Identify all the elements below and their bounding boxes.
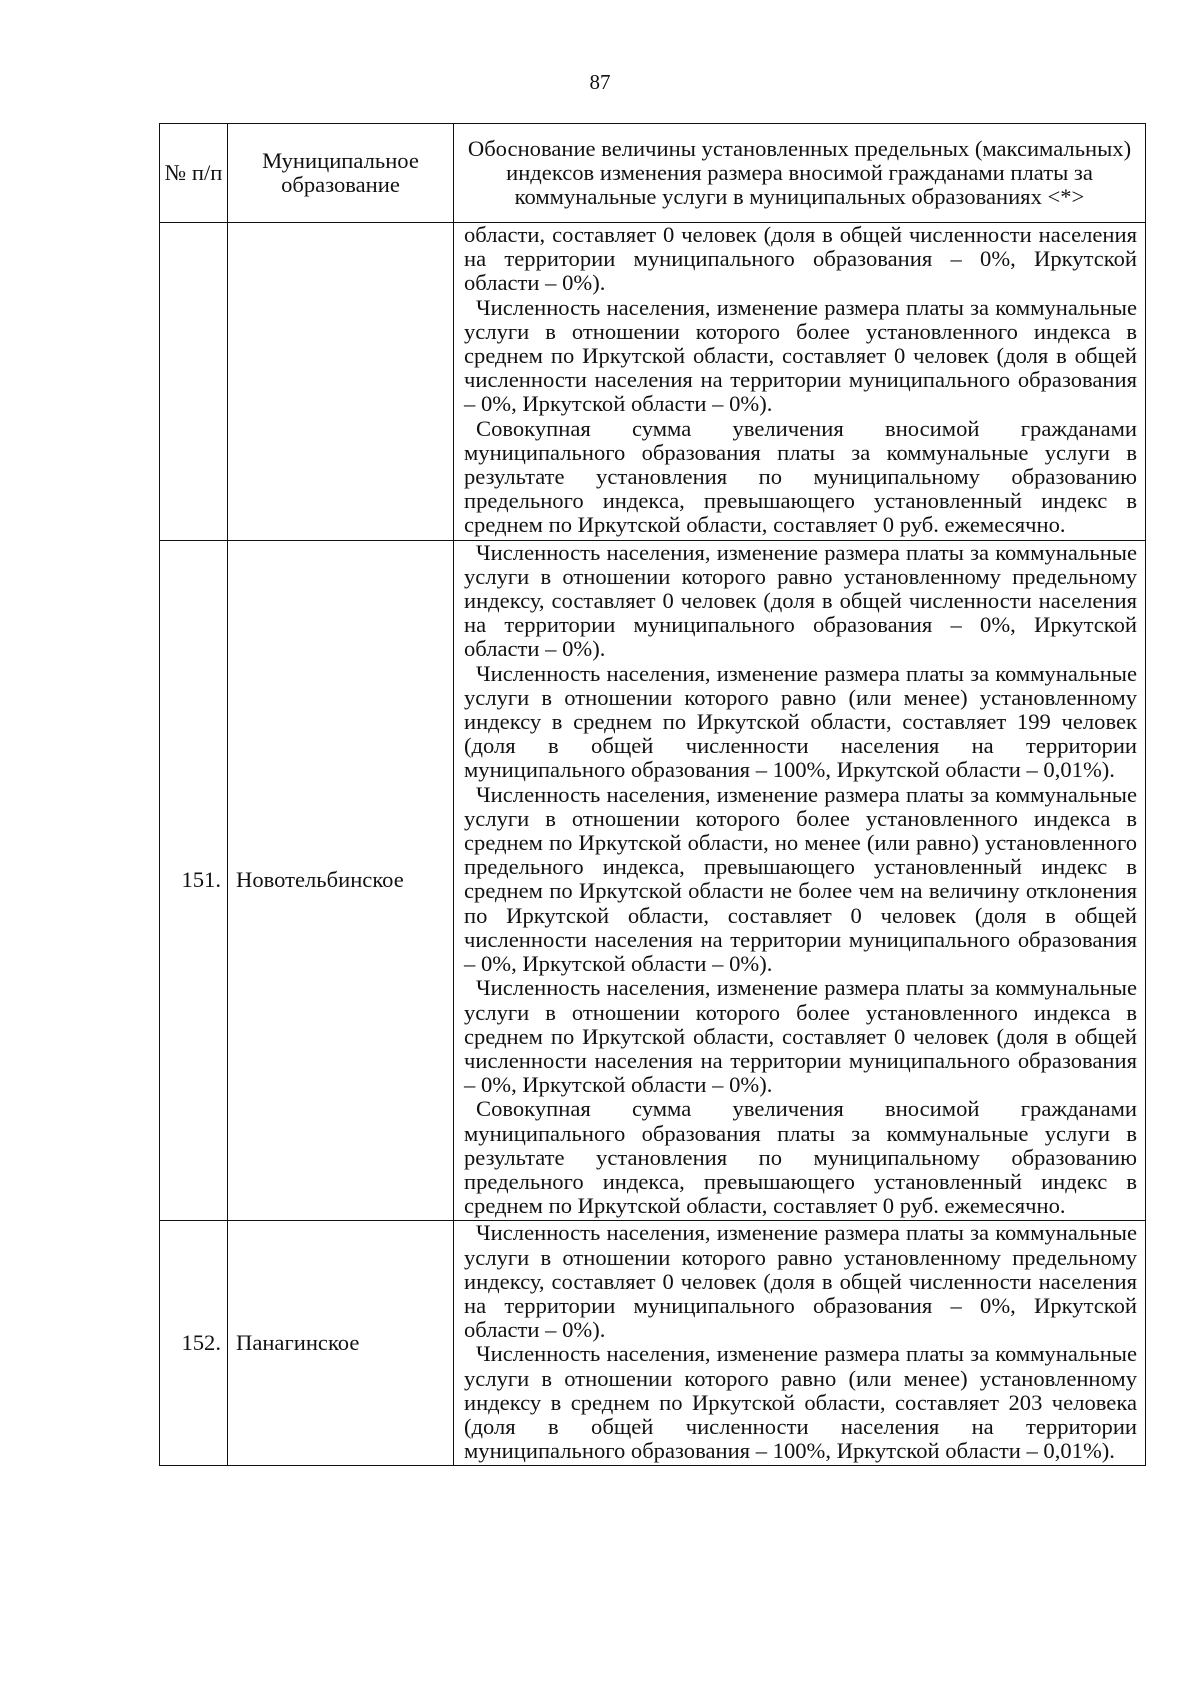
row-justification <box>454 1221 1146 1466</box>
row-justification <box>454 223 1146 541</box>
justification-paragraph: Совокупная сумма увеличения вносимой гражданами муниципального образования платы за коммунальные услуги в результате установления по муниципальному образованию предельного индекса, превышающего установленный индекс в среднем по Иркутской области, составляет 0 руб. ежемесячно. <box>464 1096 1137 1219</box>
page-number: 87 <box>589 70 611 94</box>
table-row <box>160 540 1146 1221</box>
row-municipality <box>228 223 454 541</box>
row-municipality: Панагинское <box>228 1221 454 1466</box>
justification-paragraph: Численность населения, изменение размера платы за коммунальные услуги в отношении которого более установленного индекса в среднем по Иркутской области, составляет 0 человек (доля в общей численности населения на территории муниципального образования – 0%, Иркутской области – 0%). <box>464 294 1137 417</box>
justification-paragraph: Численность населения, изменение размера платы за коммунальные услуги в отношении которого более установленного индекса в среднем по Иркутской области, но менее (или равно) установленного предельного индекса, превышающего установленный индекс в среднем по Иркутской области не более чем на величину отклонения по Иркутской области, составляет 0 человек (доля в общей численности населения на территории муниципального образования – 0%, Иркутской области – 0%). <box>464 781 1137 977</box>
justification-paragraph: Численность населения, изменение размера платы за коммунальные услуги в отношении которого равно (или менее) установленному индексу в среднем по Иркутской области, составляет 203 человека (доля в общей численности населения на территории муниципального образования – 100%, Иркутской области – 0,01%). <box>464 1341 1137 1464</box>
justification-paragraph: Численность населения, изменение размера платы за коммунальные услуги в отношении которого равно (или менее) установленному индексу в среднем по Иркутской области, составляет 199 человек (доля в общей численности населения на территории муниципального образования – 100%, Иркутской области – 0,01%). <box>464 660 1137 783</box>
table-row <box>160 223 1146 541</box>
header-number: № п/п <box>160 124 228 223</box>
row-number: 151. <box>160 540 228 1221</box>
table-header-row <box>160 124 1146 223</box>
justification-paragraph: Численность населения, изменение размера платы за коммунальные услуги в отношении которого равно установленному предельному индексу, составляет 0 человек (доля в общей численности населения на территории муниципального образования – 0%, Иркутской области – 0%). <box>464 539 1137 662</box>
row-municipality: Новотельбинское <box>228 540 454 1221</box>
justification-paragraph: Численность населения, изменение размера платы за коммунальные услуги в отношении которого более установленного индекса в среднем по Иркутской области, составляет 0 человек (доля в общей численности населения на территории муниципального образования – 0%, Иркутской области – 0%). <box>464 975 1137 1098</box>
row-number: 152. <box>160 1221 228 1466</box>
justification-paragraph: Совокупная сумма увеличения вносимой гражданами муниципального образования платы за коммунальные услуги в результате установления по муниципальному образованию предельного индекса, превышающего установленный индекс в среднем по Иркутской области, составляет 0 руб. ежемесячно. <box>464 415 1137 538</box>
row-justification <box>454 540 1146 1221</box>
tariff-index-table <box>159 123 1146 1466</box>
justification-paragraph: Численность населения, изменение размера платы за коммунальные услуги в отношении которого равно установленному предельному индексу, составляет 0 человек (доля в общей численности населения на территории муниципального образования – 0%, Иркутской области – 0%). <box>464 1220 1137 1343</box>
justification-paragraph: области, составляет 0 человек (доля в общей численности населения на территории муниципального образования – 0%, Иркутской области – 0%). <box>464 222 1137 296</box>
table-row <box>160 1221 1146 1466</box>
header-justification: Обоснование величины установленных предельных (максимальных) индексов изменения размера вносимой гражданами платы за коммунальные услуги в муниципальных образованиях <*> <box>454 124 1146 223</box>
row-number <box>160 223 228 541</box>
header-municipality: Муниципальное образование <box>228 124 454 223</box>
